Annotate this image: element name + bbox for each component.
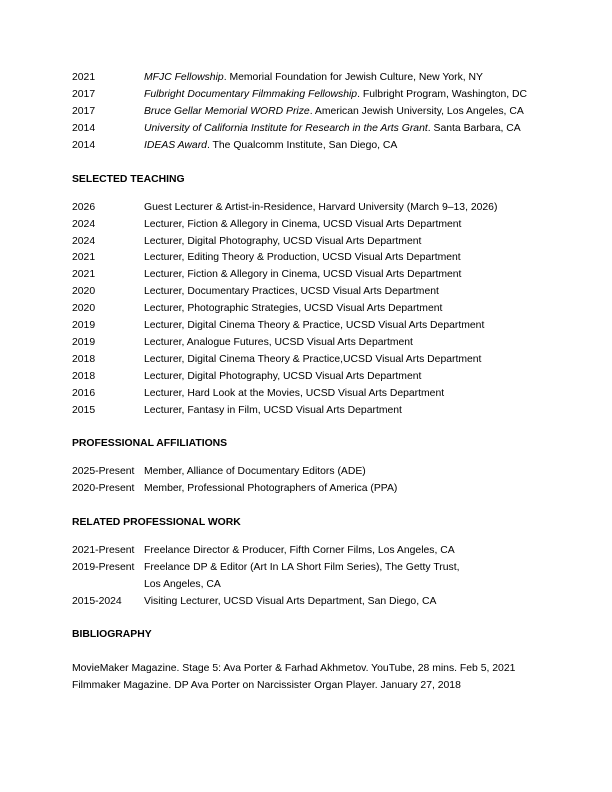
teaching-row: [72, 404, 552, 418]
teaching-row: [72, 353, 552, 367]
bibliography-entry: Filmmaker Magazine. DP Ava Porter on Narcissister Organ Player. January 27, 2018: [72, 680, 461, 691]
teaching-text: Lecturer, Documentary Practices, UCSD Visual Arts Department: [144, 286, 439, 297]
teaching-year: 2016: [72, 388, 96, 399]
award-text: [144, 88, 527, 102]
teaching-year: 2021: [72, 252, 96, 263]
teaching-year: 2020: [72, 303, 96, 314]
award-text: [144, 122, 521, 136]
teaching-text: Guest Lecturer & Artist-in-Residence, Harvard University (March 9–13, 2026): [144, 202, 498, 213]
teaching-year: 2015: [72, 405, 96, 416]
section-heading-teaching: SELECTED TEACHING: [72, 174, 185, 185]
teaching-text: Lecturer, Digital Cinema Theory & Practice, UCSD Visual Arts Department: [144, 320, 485, 331]
teaching-text: Lecturer, Fiction & Allegory in Cinema, UCSD Visual Arts Department: [144, 219, 462, 230]
work-row: [72, 595, 552, 609]
work-text: Visiting Lecturer, UCSD Visual Arts Department, San Diego, CA: [144, 596, 437, 607]
award-row: [72, 88, 552, 102]
affiliation-row: [72, 482, 552, 496]
award-year: 2014: [72, 123, 96, 134]
teaching-year: 2018: [72, 371, 96, 382]
award-year: 2014: [72, 140, 96, 151]
work-year: 2019-Present: [72, 562, 135, 573]
teaching-row: [72, 251, 552, 265]
award-detail: . Fulbright Program, Washington, DC: [357, 89, 528, 100]
award-detail: . The Qualcomm Institute, San Diego, CA: [206, 140, 398, 151]
work-year: 2015-2024: [72, 596, 122, 607]
teaching-text: Lecturer, Digital Photography, UCSD Visual Arts Department: [144, 371, 422, 382]
work-year: 2021-Present: [72, 545, 135, 556]
award-detail: . Memorial Foundation for Jewish Culture, New York, NY: [223, 72, 483, 83]
award-year: 2017: [72, 106, 96, 117]
award-title: Bruce Gellar Memorial WORD Prize: [144, 106, 310, 117]
award-text: [144, 105, 524, 119]
teaching-year: 2019: [72, 320, 96, 331]
teaching-text: Lecturer, Digital Cinema Theory & Practice,UCSD Visual Arts Department: [144, 354, 482, 365]
award-row: [72, 71, 552, 85]
work-row: [72, 578, 552, 592]
award-row: [72, 139, 552, 153]
teaching-year: 2024: [72, 236, 96, 247]
teaching-row: [72, 319, 552, 333]
work-text: Freelance Director & Producer, Fifth Corner Films, Los Angeles, CA: [144, 545, 455, 556]
award-title: Fulbright Documentary Filmmaking Fellowship: [144, 89, 358, 100]
work-row: [72, 544, 552, 558]
award-year: 2021: [72, 72, 96, 83]
work-row: [72, 561, 552, 575]
teaching-year: 2019: [72, 337, 96, 348]
award-detail: . American Jewish University, Los Angeles, CA: [309, 106, 524, 117]
award-text: [144, 139, 397, 153]
award-detail: . Santa Barbara, CA: [427, 123, 521, 134]
teaching-row: [72, 268, 552, 282]
award-year: 2017: [72, 89, 96, 100]
teaching-text: Lecturer, Fantasy in Film, UCSD Visual Arts Department: [144, 405, 402, 416]
teaching-text: Lecturer, Fiction & Allegory in Cinema, UCSD Visual Arts Department: [144, 269, 462, 280]
teaching-year: 2021: [72, 269, 96, 280]
award-title: IDEAS Award: [144, 140, 207, 151]
teaching-year: 2024: [72, 219, 96, 230]
award-text: [144, 71, 483, 85]
work-text: Los Angeles, CA: [144, 579, 221, 590]
teaching-row: [72, 285, 552, 299]
teaching-row: [72, 302, 552, 316]
teaching-text: Lecturer, Hard Look at the Movies, UCSD Visual Arts Department: [144, 388, 445, 399]
affiliation-year: 2025-Present: [72, 466, 135, 477]
work-text: Freelance DP & Editor (Art In LA Short Film Series), The Getty Trust,: [144, 562, 460, 573]
teaching-row: [72, 235, 552, 249]
award-row: [72, 105, 552, 119]
affiliation-text: Member, Professional Photographers of America (PPA): [144, 483, 398, 494]
teaching-text: Lecturer, Editing Theory & Production, UCSD Visual Arts Department: [144, 252, 461, 263]
teaching-year: 2018: [72, 354, 96, 365]
affiliation-text: Member, Alliance of Documentary Editors (ADE): [144, 466, 366, 477]
teaching-row: [72, 218, 552, 232]
teaching-text: Lecturer, Photographic Strategies, UCSD Visual Arts Department: [144, 303, 443, 314]
teaching-row: [72, 201, 552, 215]
teaching-year: 2020: [72, 286, 96, 297]
section-heading-work: RELATED PROFESSIONAL WORK: [72, 517, 241, 528]
award-title: MFJC Fellowship: [144, 72, 224, 83]
bibliography-entry: MovieMaker Magazine. Stage 5: Ava Porter & Farhad Akhmetov. YouTube, 28 mins. Feb 5, 2021: [72, 663, 516, 674]
award-title: University of California Institute for Research in the Arts Grant: [144, 123, 428, 134]
teaching-text: Lecturer, Analogue Futures, UCSD Visual Arts Department: [144, 337, 413, 348]
teaching-text: Lecturer, Digital Photography, UCSD Visual Arts Department: [144, 236, 422, 247]
teaching-row: [72, 387, 552, 401]
teaching-row: [72, 336, 552, 350]
affiliation-row: [72, 465, 552, 479]
section-heading-bibliography: BIBLIOGRAPHY: [72, 629, 152, 640]
teaching-year: 2026: [72, 202, 96, 213]
teaching-row: [72, 370, 552, 384]
award-row: [72, 122, 552, 136]
affiliation-year: 2020-Present: [72, 483, 135, 494]
section-heading-affiliations: PROFESSIONAL AFFILIATIONS: [72, 438, 228, 449]
